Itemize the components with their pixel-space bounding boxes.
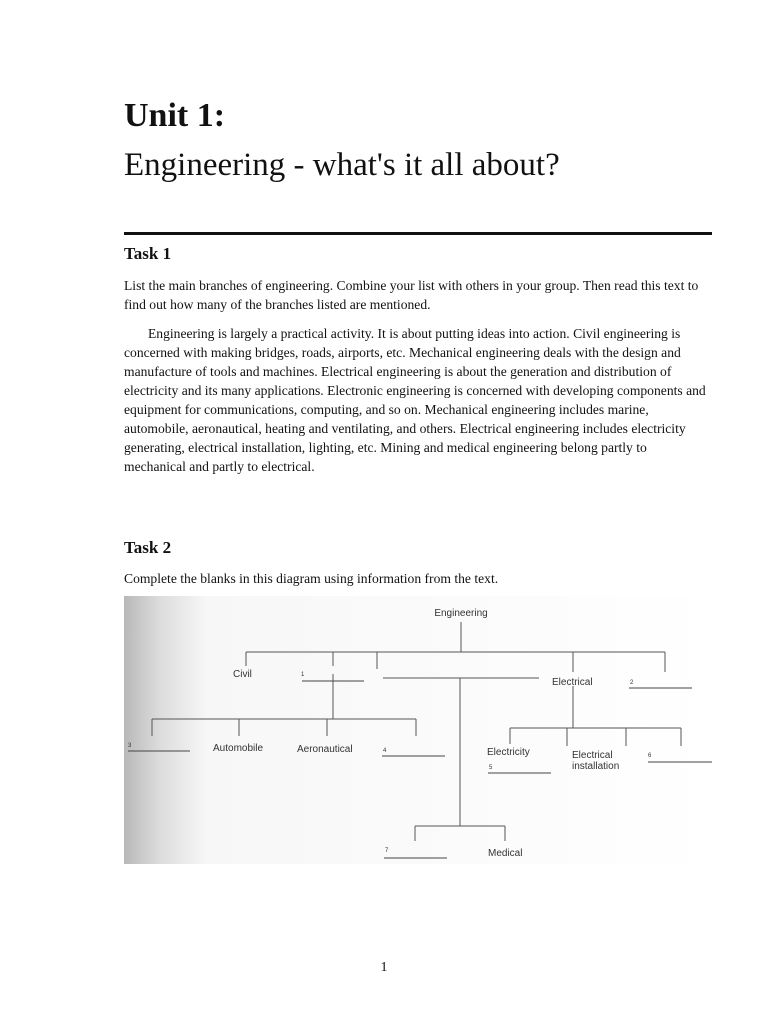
- blank-7-number: 7: [385, 848, 389, 854]
- blank-3-number: 3: [128, 743, 132, 749]
- node-aeronautical: Aeronautical: [297, 744, 353, 755]
- node-electrical-installation-line-2: installation: [572, 761, 620, 772]
- node-medical: Medical: [488, 848, 523, 859]
- blank-5-number: 5: [489, 765, 493, 771]
- node-electricity: Electricity: [487, 747, 530, 758]
- task-1-passage: Engineering is largely a practical activity. It is about putting ideas into action. Civil engineering is concerned with making bridges, roads, airports, etc. Mechanical engineering deals with the design and manufacture of tools and machines. Electrical engineering is about the generation and distribution of electricity and its many applications. Electronic engineering is concerned with developing components and equipment for communications, computing, and so on. Mechanical engineering includes marine, automobile, aeronautical, heating and ventilating, and others. Electrical engineering includes electricity generating, electrical installation, lighting, etc. Mining and medical engineering belong partly to mechanical and partly to electrical.: [124, 326, 706, 474]
- task-2-instructions: Complete the blanks in this diagram using information from the text.: [124, 571, 499, 586]
- node-civil: Civil: [233, 669, 252, 680]
- diagram-canvas: [124, 596, 714, 864]
- engineering-branches-diagram: [124, 596, 714, 864]
- node-electrical: Electrical: [552, 677, 593, 688]
- task-2-heading: Task 2: [124, 538, 172, 557]
- page-number: 1: [380, 960, 388, 975]
- node-engineering: Engineering: [434, 608, 488, 619]
- title-divider: [124, 232, 712, 235]
- blank-6-number: 6: [648, 753, 652, 759]
- blank-4-number: 4: [383, 748, 387, 754]
- task-1-heading: Task 1: [124, 244, 172, 263]
- blank-1-number: 1: [301, 672, 305, 678]
- blank-2-number: 2: [630, 680, 634, 686]
- node-electrical-installation-line-1: Electrical: [572, 750, 613, 761]
- unit-subtitle: Engineering - what's it all about?: [124, 147, 560, 183]
- unit-title: Unit 1:: [124, 97, 226, 134]
- task-1-instructions: List the main branches of engineering. Combine your list with others in your group. Then read this text to find out how many of the branches listed are mentioned.: [124, 278, 699, 312]
- node-automobile: Automobile: [213, 743, 264, 754]
